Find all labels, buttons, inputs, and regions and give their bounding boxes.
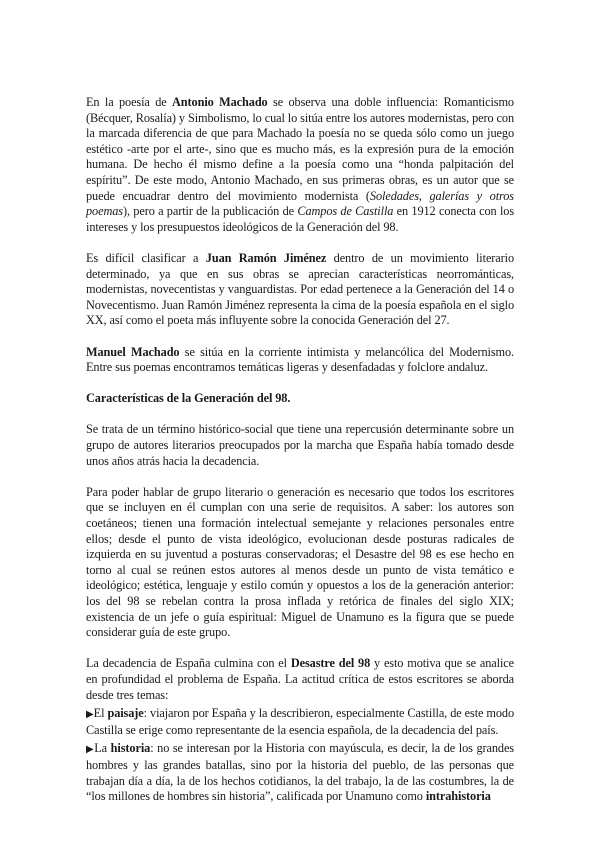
paragraph-juan-ramon-jimenez: Es difícil clasificar a Juan Ramón Jiménez dentro de un movimiento literario determinado, ya que en sus obras se aprecian características neorrománticas, modernistas, novecentistas y vanguardistas. Por edad pertenece a la Generación del 14 o Novecentismo. Juan Ramón Jiménez representa la cima de la poesía española en el siglo XX, así como el poeta más influyente sobre la conocida Generación del 27. [86, 250, 515, 328]
key-term: intrahistoria [425, 789, 491, 804]
author-name: Juan Ramón Jiménez [205, 250, 327, 265]
key-term: Desastre del 98 [290, 656, 371, 671]
author-name: Antonio Machado [172, 95, 268, 109]
section-heading: Características de la Generación del 98. [86, 391, 291, 406]
bullet-item-historia: ▶La historia: no se interesan por la Historia con mayúscula, es decir, la de los grandes hombres y las grandes batallas, sino por la historia del pueblo, de las personas que trabajan día a día, la de los hechos cotidianos, la del trabajo, la de las costumbres, la de “los millones de hombres sin historia”, calificada por Unamuno como intrahistoria [86, 741, 514, 804]
key-term: historia [110, 741, 151, 756]
work-title: Campos de Castilla [297, 204, 394, 219]
paragraph-antonio-machado: En la poesía de Antonio Machado se observa una doble influencia: Romanticismo (Bécquer, Rosalía) y Simbolismo, lo cual lo sitúa entre los autores modernistas, pero con la marcada diferencia de que para Machado la poesía no se queda sólo como un juego estético -arte por el arte-, sino que es mucho más, es la expresión pura de la emoción humana. De hecho él mismo define a la poesía como una “honda palpitación del espíritu”. De este modo, Antonio Machado, en sus primeras obras, es un autor que se puede encuadrar dentro del movimiento modernista (Soledades, galerías y otros poemas), pero a partir de la publicación de Campos de Castilla en 1912 conecta con los intereses y los presupuestos ideológicos de la Generación del 98. [86, 95, 515, 234]
paragraph-requisites: Para poder hablar de grupo literario o generación es necesario que todos los escritores que se incluyen en él cumplan con una serie de requisitos. A saber: los autores son coetáneos; tienen una formación intelectual semejante y relaciones personales entre ellos; desde el punto de vista ideológico, evolucionan desde posturas radicales de izquierda en su juventud a posturas conservadoras; el Desastre del 98 es ese hecho en torno al cual se reúnen estos autores al menos desde un punto de vista temático e ideológico; estética, lenguaje y estilo común y opuestos a los de la generación anterior: los del 98 se rebelan contra la prosa inflada y retórica de finales del siglo XIX; existencia de un jefe o guía espiritual: Miguel de Unamuno es la figura que se puede considerar guía de este grupo. [86, 484, 514, 640]
triangle-bullet-icon: ▶ [86, 709, 94, 721]
key-term: paisaje [107, 706, 144, 721]
bullet-item-paisaje: ▶El paisaje: viajaron por España y la describieron, especialmente Castilla, de este modo Castilla se erige como representante de la esencia española, de la decadencia del país. [86, 706, 515, 737]
paragraph-definition: Se trata de un término histórico-social que tiene una repercusión determinante sobre un grupo de autores literarios preocupados por la marcha que España había tomado desde unos años atrás hacia la decadencia. [86, 422, 514, 468]
paragraph-decadence: La decadencia de España culmina con el Desastre del 98 y esto motiva que se analice en profundidad el problema de España. La actitud crítica de estos escritores se aborda desde tres temas: [86, 656, 515, 702]
document-page [86, 95, 514, 805]
paragraph-manuel-machado: Manuel Machado se sitúa en la corriente intimista y melancólica del Modernismo. Entre sus poemas encontramos temáticas ligeras y desenfadadas y folclore andaluz. [86, 344, 514, 375]
work-title: Soledades, galerías y otros poemas [86, 188, 514, 219]
triangle-bullet-icon: ▶ [86, 744, 95, 756]
author-name: Manuel Machado [86, 344, 180, 359]
